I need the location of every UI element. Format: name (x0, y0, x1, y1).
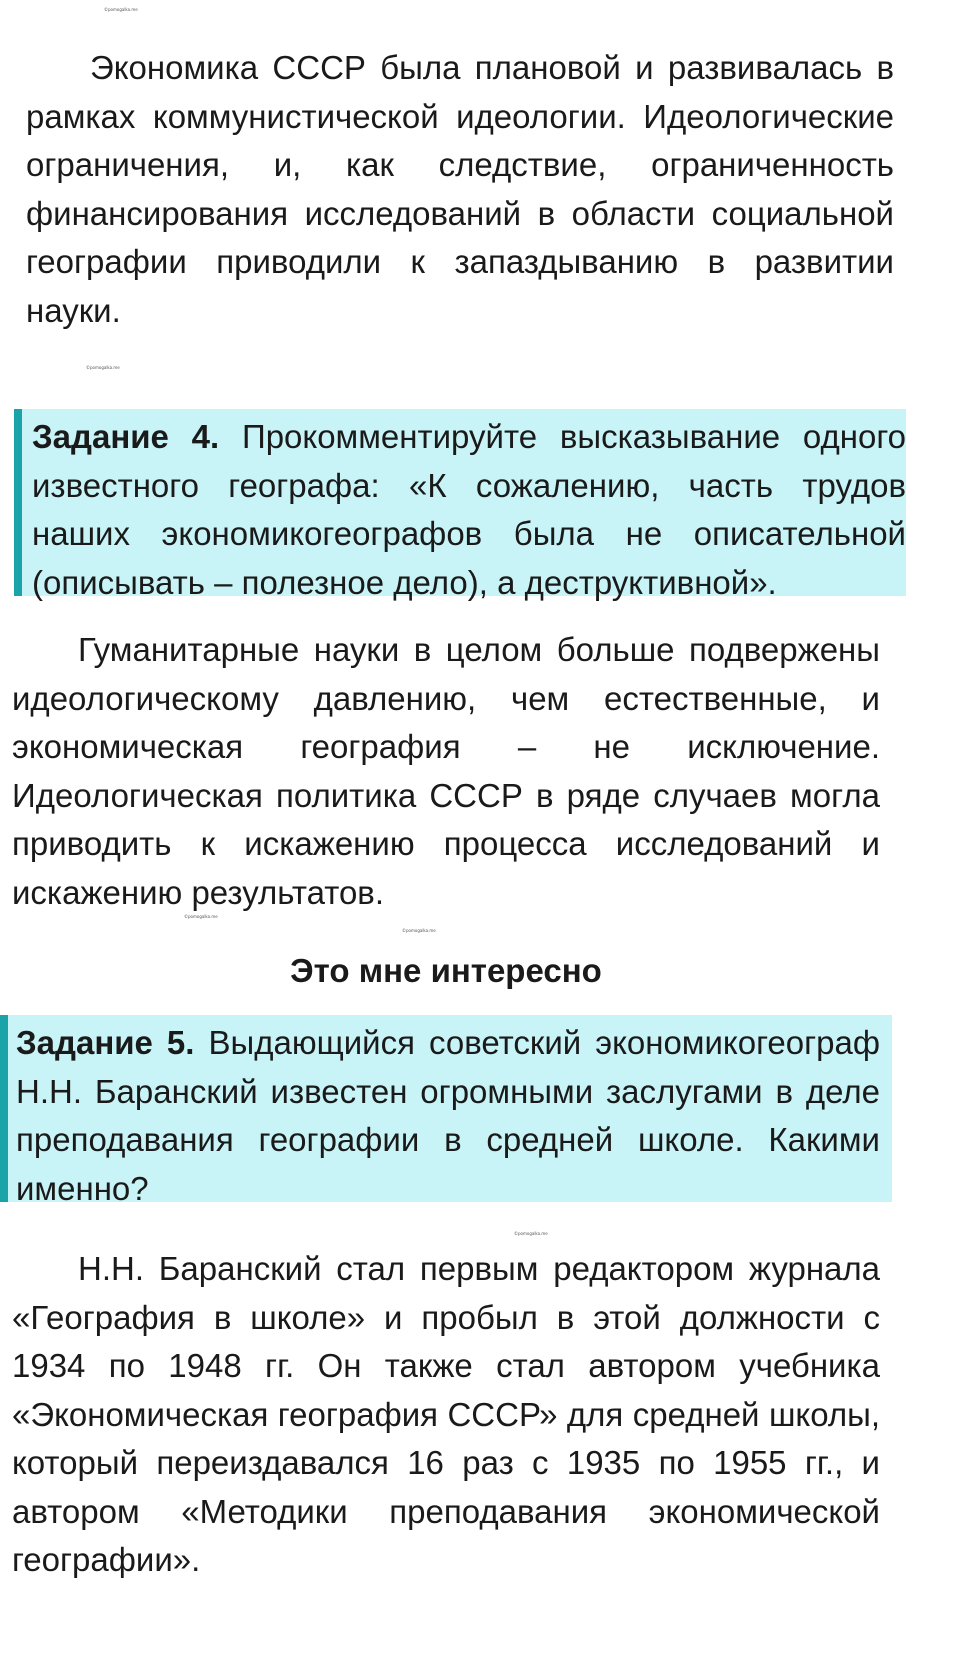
task-5-label: Задание 5. (16, 1024, 195, 1061)
task-5-body: Выдающийся советский экономикогеограф Н.Н. Баранский известен огромными заслугами в деле преподавания географии в средней школе. Какими именно? (16, 1024, 880, 1207)
paragraph-2-text: Гуманитарные науки в целом больше подвержены идеологическому давлению, чем естественные, и экономическая география – не исключение. Идеологическая политика СССР в ряде случаев могла приводить к искажению процесса исследований и искажению результатов. (12, 631, 880, 911)
paragraph-1 (26, 44, 894, 335)
watermark: ©pomogalka.me (104, 7, 138, 12)
task-5-accent-bar (0, 1015, 8, 1202)
task-4-body: Прокомментируйте высказывание одного известного географа: «К сожалению, часть трудов наших экономикогеографов была не описательной (описывать – полезное дело), а деструктивной». (32, 418, 906, 601)
paragraph-3 (12, 1245, 880, 1585)
section-heading: Это мне интересно (290, 952, 602, 989)
task-4-accent-bar (14, 409, 22, 596)
paragraph-1-text: Экономика СССР была плановой и развивалась в рамках коммунистической идеологии. Идеологические ограничения, и, как следствие, ограниченность финансирования исследований в области социальной географии приводили к запаздыванию в развитии науки. (26, 49, 894, 329)
watermark: ©pomogalka.me (402, 928, 436, 933)
task-4-box (14, 409, 906, 601)
watermark: ©pomogalka.me (184, 914, 218, 919)
task-5-box (0, 1015, 892, 1207)
paragraph-2 (12, 626, 880, 917)
watermark: ©pomogalka.me (86, 365, 120, 370)
paragraph-3-text: Н.Н. Баранский стал первым редактором журнала «География в школе» и пробыл в этой должности с 1934 по 1948 гг. Он также стал автором учебника «Экономическая география СССР» для средней школы, который переиздавался 16 раз с 1935 по 1955 гг., и автором «Методики преподавания экономической географии». (12, 1250, 880, 1578)
task-4-text (32, 413, 906, 607)
task-5-text (16, 1019, 880, 1213)
task-4-label: Задание 4. (32, 418, 220, 455)
watermark: ©pomogalka.me (514, 1231, 548, 1236)
